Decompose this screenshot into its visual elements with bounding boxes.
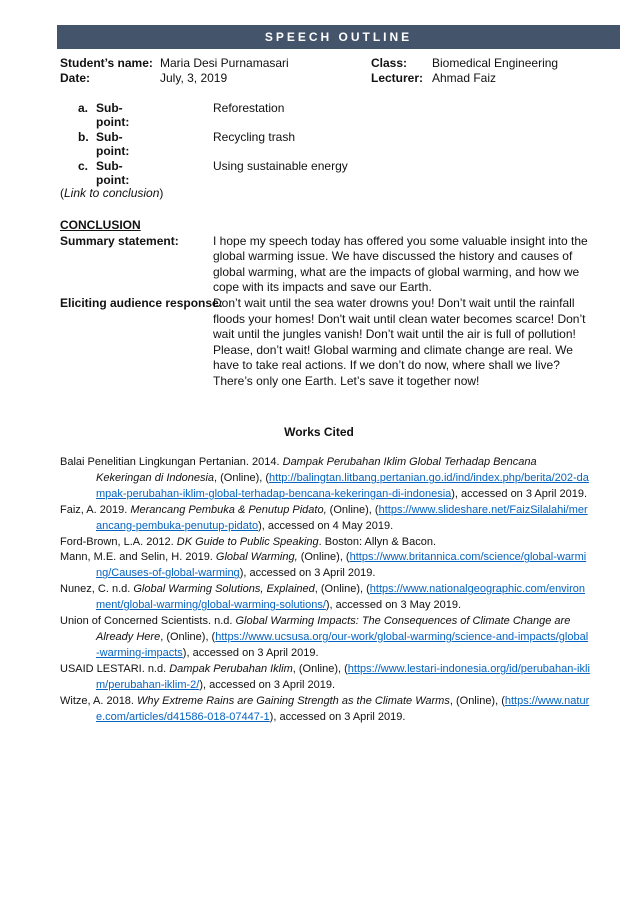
link-to-conclusion-text: Link to conclusion xyxy=(64,186,160,200)
reference-entry xyxy=(60,662,590,694)
eliciting-text: Don’t wait until the sea water drowns you! Don’t wait until the rainfall floods your homes! Don't wait until clean water becomes scarce! Don’t wait until the jungles vanish! Don’t wait until the air is full of pollution! Please, don’t wait! Global warming and climate change are real. We have to take real actions. If we don’t do now, where shall we live? There’s only one Earth. Let’s save it together now! xyxy=(213,295,586,388)
reference-entry xyxy=(60,694,590,726)
subpoint-label: Sub-point: xyxy=(96,130,130,158)
summary-text: I hope my speech today has offered you some valuable insight into the global warming issue. We have discussed the history and causes of global warming, what are the impacts of global warming, and how we cope with its impacts and save our Earth. xyxy=(213,233,588,295)
reference-text: Mann, M.E. and Selin, H. 2019. xyxy=(60,551,216,564)
reference-text: Nunez, C. n.d. xyxy=(60,583,134,596)
reference-text: , (Online), ( xyxy=(160,630,216,643)
info-row-2 xyxy=(60,71,620,86)
reference-text: ), accessed on 3 May 2019. xyxy=(325,599,462,612)
reference-text: . Boston: Allyn & Bacon. xyxy=(318,535,437,548)
reference-link[interactable]: https://www.nationalgeographic.com/environment/global-warming/global-warming-solutions/ xyxy=(96,583,586,612)
reference-link[interactable]: https://www.britannica.com/science/global-warming/Causes-of-global-warming xyxy=(96,551,587,580)
speech-outline-header: SPEECH OUTLINE xyxy=(57,25,620,49)
eliciting-response xyxy=(60,296,590,390)
reference-text: Balai Penelitian Lingkungan Pertanian. 2014. xyxy=(60,456,283,468)
reference-entry xyxy=(60,550,590,582)
reference-text: ), accessed on 3 April 2019. xyxy=(182,646,319,659)
reference-link[interactable]: http://balingtan.litbang.pertanian.go.id/ind/index.php/berita/202-dampak-perubahan-iklim-global-terhadap-bencana-kekeringan-di-indonesia xyxy=(96,471,589,500)
reference-text: Union of Concerned Scientists. n.d. xyxy=(60,615,236,628)
eliciting-label: Eliciting audience response: xyxy=(60,295,223,310)
class-value: Biomedical Engineering xyxy=(432,56,559,70)
reference-text: , (Online), ( xyxy=(292,662,348,675)
student-name-value: Maria Desi Purnamasari xyxy=(160,56,289,70)
reference-text: ), accessed on 3 April 2019. xyxy=(451,487,588,500)
date-label: Date: xyxy=(60,71,91,85)
reference-text: , (Online), ( xyxy=(449,694,505,707)
date-value: July, 3, 2019 xyxy=(160,71,228,85)
paren-close: ) xyxy=(159,186,164,200)
reference-text: ), accessed on 3 April 2019. xyxy=(239,567,376,580)
reference-title: Global Warming Solutions, Explained xyxy=(133,583,315,596)
reference-text: Faiz, A. 2019. xyxy=(60,503,131,516)
reference-title: Why Extreme Rains are Gaining Strength as the Climate Warms xyxy=(137,694,450,707)
reference-text: ), accessed on 3 April 2019. xyxy=(269,710,406,723)
reference-title: Dampak Perubahan Iklim xyxy=(169,662,293,675)
reference-link[interactable]: https://www.nature.com/articles/d41586-018-07447-1 xyxy=(96,694,590,723)
reference-entry xyxy=(60,535,590,551)
reference-entry xyxy=(60,614,590,662)
info-row-1 xyxy=(60,56,620,71)
conclusion-title: CONCLUSION xyxy=(60,218,141,232)
reference-link[interactable]: https://www.slideshare.net/FaizSilalahi/merancang-pembuka-penutup-pidato xyxy=(96,503,588,532)
subpoint-letter: b. xyxy=(78,130,89,144)
works-cited-title: Works Cited xyxy=(284,425,354,439)
subpoint-value: Using sustainable energy xyxy=(213,159,348,173)
reference-text: (Online), ( xyxy=(297,551,350,564)
reference-text: Witze, A. 2018. xyxy=(60,694,138,707)
student-name-label: Student’s name: xyxy=(60,56,153,70)
reference-entry xyxy=(60,503,590,535)
lecturer-value: Ahmad Faiz xyxy=(432,71,497,85)
lecturer-label: Lecturer: xyxy=(371,71,424,85)
reference-link[interactable]: https://www.ucsusa.org/our-work/global-warming/science-and-impacts/global-warming-impacts xyxy=(96,630,589,659)
reference-text: USAID LESTARI. n.d. xyxy=(60,662,170,675)
reference-text: (Online), ( xyxy=(326,503,379,516)
summary-statement xyxy=(60,234,590,296)
subpoint-label: Sub-point: xyxy=(96,159,130,187)
subpoint-value: Reforestation xyxy=(213,101,285,115)
link-to-conclusion xyxy=(60,186,163,200)
reference-entry xyxy=(60,455,590,503)
subpoint-letter: c. xyxy=(78,159,89,173)
reference-link[interactable]: https://www.lestari-indonesia.org/id/perubahan-iklim/perubahan-iklim-2/ xyxy=(96,662,590,691)
reference-text: ), accessed on 3 April 2019. xyxy=(199,678,336,691)
class-label: Class: xyxy=(371,56,408,70)
subpoint-value: Recycling trash xyxy=(213,130,296,144)
reference-title: Global Warming Impacts: The Consequences of Climate Change are Already Here xyxy=(96,615,571,643)
subpoint-label: Sub-point: xyxy=(96,101,130,129)
reference-text: , (Online), ( xyxy=(214,471,270,484)
works-cited-list xyxy=(60,455,590,725)
subpoint-letter: a. xyxy=(78,101,89,115)
reference-text: , (Online), ( xyxy=(314,583,370,596)
reference-text: ), accessed on 4 May 2019. xyxy=(258,519,394,532)
reference-title: DK Guide to Public Speaking xyxy=(176,535,319,548)
reference-text: Ford-Brown, L.A. 2012. xyxy=(60,535,177,548)
reference-entry xyxy=(60,582,590,614)
reference-title: Global Warming, xyxy=(215,551,298,564)
paren-open: ( xyxy=(60,186,64,200)
student-info xyxy=(60,56,620,86)
reference-title: Merancang Pembuka & Penutup Pidato, xyxy=(130,503,327,516)
conclusion-section xyxy=(60,218,590,390)
reference-title: Dampak Perubahan Iklim Global Terhadap Bencana Kekeringan di Indonesia xyxy=(96,456,537,484)
summary-label: Summary statement: xyxy=(60,233,179,248)
